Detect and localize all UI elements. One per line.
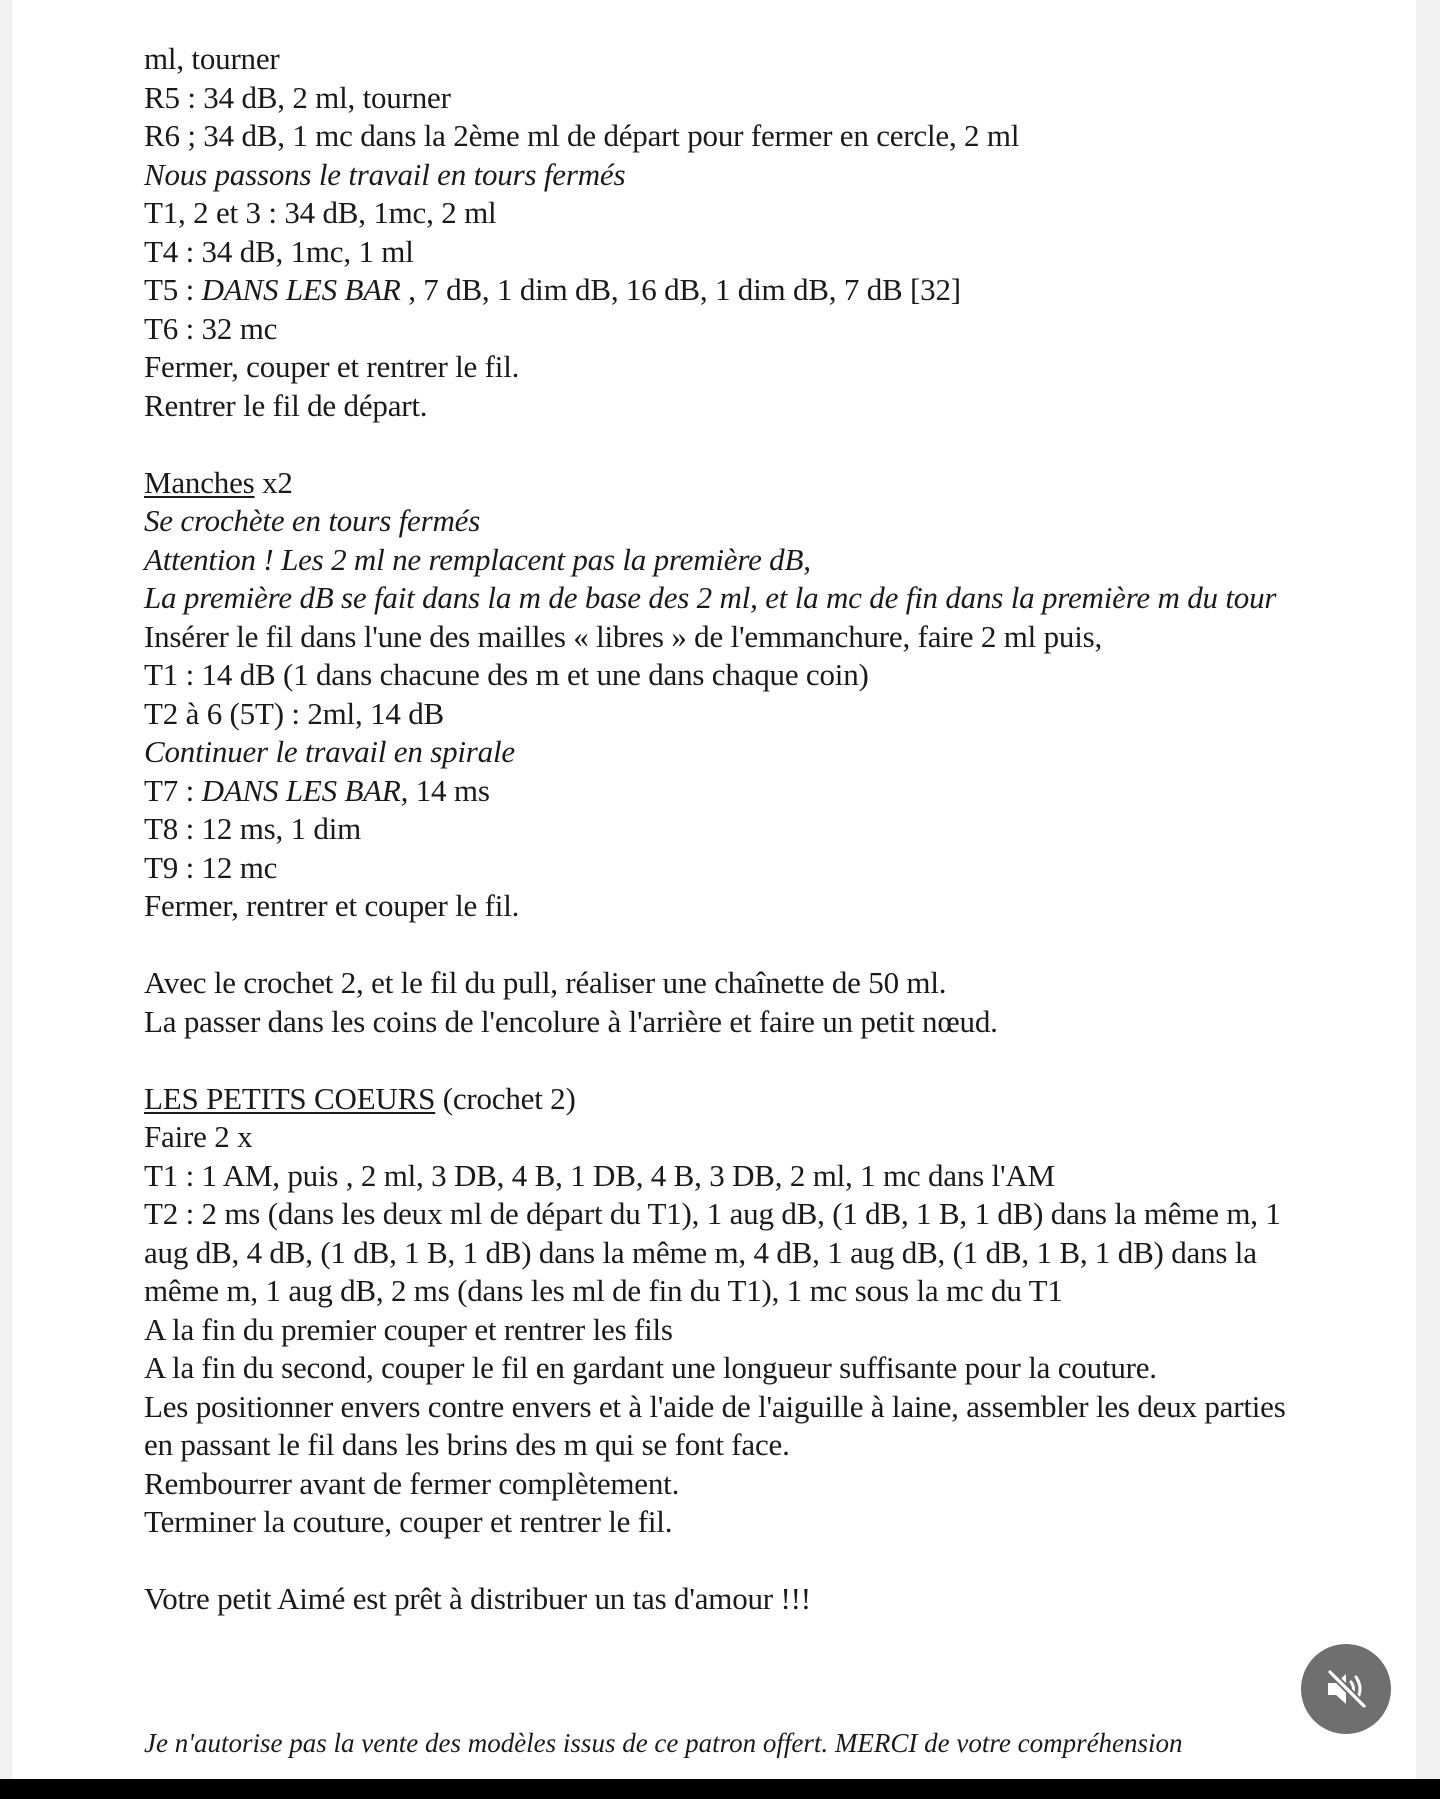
- section-heading-coeurs: [144, 1080, 1294, 1119]
- text-line: Les positionner envers contre envers et à l'aide de l'aiguille à laine, assembler les deux parties en passant le fil dans les brins des m qui se font face.: [144, 1388, 1286, 1462]
- text-line: Insérer le fil dans l'une des mailles « libres » de l'emmanchure, faire 2 ml puis,: [144, 618, 1103, 654]
- row-t7-italic: DANS LES BAR,: [201, 772, 409, 808]
- manches-suffix: x2: [254, 464, 293, 500]
- row-t5-prefix: T5 :: [144, 272, 202, 307]
- footer-note: Je n'autorise pas la vente des modèles issus de ce patron offert. MERCI de votre compréhension: [144, 1728, 1183, 1758]
- text-line: T8 : 12 ms, 1 dim: [144, 811, 362, 846]
- mute-button[interactable]: [1301, 1644, 1391, 1734]
- text-line: Terminer la couture, couper et rentrer le fil.: [144, 1504, 673, 1539]
- closing-line: Votre petit Aimé est prêt à distribuer un tas d'amour !!!: [144, 1581, 811, 1616]
- bottom-bar: [0, 1779, 1440, 1799]
- paragraph-gap: [144, 926, 1294, 965]
- manches-title: Manches: [144, 464, 255, 500]
- text-line: A la fin du premier couper et rentrer les fils: [144, 1311, 673, 1347]
- row-t7-prefix: T7 :: [144, 772, 202, 808]
- pattern-text: [144, 40, 1294, 1619]
- speaker-muted-icon: [1324, 1669, 1368, 1709]
- row-t5: [144, 271, 1294, 310]
- text-line: T2 : 2 ms (dans les deux ml de départ du T1), 1 aug dB, (1 dB, 1 B, 1 dB) dans la même m, 1 aug dB, 4 dB, (1 dB, 1 B, 1 dB) dans la même m, 4 dB, 1 aug dB, (1 dB, 1 B, 1 dB) dans la même m, 1 aug dB, 2 ms (dans les ml de fin du T1), 1 mc sous la mc du T1: [144, 1196, 1281, 1308]
- row-t5-italic: DANS LES BAR: [201, 272, 409, 307]
- row-t7-rest: 14 ms: [408, 772, 490, 808]
- row-t7: [144, 772, 1294, 811]
- text-line: Rembourrer avant de fermer complètement.: [144, 1465, 680, 1501]
- text-line: T4 : 34 dB, 1mc, 1 ml: [144, 233, 414, 269]
- text-line: T1 : 1 AM, puis , 2 ml, 3 DB, 4 B, 1 DB, 4 B, 3 DB, 2 ml, 1 mc dans l'AM: [144, 1157, 1055, 1193]
- text-line: ml, tourner: [144, 41, 280, 76]
- text-line: Avec le crochet 2, et le fil du pull, réaliser une chaînette de 50 ml.: [144, 965, 947, 1000]
- text-line-italic: Continuer le travail en spirale: [144, 734, 515, 769]
- text-line: R6 ; 34 dB, 1 mc dans la 2ème ml de départ pour fermer en cercle, 2 ml: [144, 118, 1020, 153]
- paragraph-gap: [144, 1542, 1294, 1581]
- text-line: A la fin du second, couper le fil en gardant une longueur suffisante pour la couture.: [144, 1350, 1157, 1385]
- paragraph-gap: [144, 1041, 1294, 1080]
- paragraph-gap: [144, 425, 1294, 464]
- text-line: T2 à 6 (5T) : 2ml, 14 dB: [144, 695, 444, 731]
- text-line-italic: La première dB se fait dans la m de base des 2 ml, et la mc de fin dans la première m du tour: [144, 580, 1277, 615]
- text-line: Faire 2 x: [144, 1119, 253, 1154]
- text-line: T9 : 12 mc: [144, 849, 278, 885]
- text-line-italic: Se crochète en tours fermés: [144, 503, 481, 538]
- text-line: T1 : 14 dB (1 dans chacune des m et une dans chaque coin): [144, 657, 869, 692]
- coeurs-suffix: (crochet 2): [435, 1080, 576, 1116]
- text-line: Fermer, couper et rentrer le fil.: [144, 349, 520, 384]
- text-line: T6 : 32 mc: [144, 310, 278, 346]
- section-heading-manches: [144, 464, 1294, 503]
- text-line: Fermer, rentrer et couper le fil.: [144, 888, 520, 923]
- text-line-italic: Attention ! Les 2 ml ne remplacent pas la première dB,: [144, 541, 811, 577]
- text-line: T1, 2 et 3 : 34 dB, 1mc, 2 ml: [144, 195, 497, 230]
- text-line-italic: Nous passons le travail en tours fermés: [144, 156, 626, 192]
- coeurs-title: LES PETITS COEURS: [144, 1080, 436, 1116]
- text-line: R5 : 34 dB, 2 ml, tourner: [144, 79, 451, 115]
- text-line: Rentrer le fil de départ.: [144, 387, 428, 423]
- row-t5-rest: , 7 dB, 1 dim dB, 16 dB, 1 dim dB, 7 dB [32]: [408, 272, 961, 307]
- text-line: La passer dans les coins de l'encolure à l'arrière et faire un petit nœud.: [144, 1003, 998, 1039]
